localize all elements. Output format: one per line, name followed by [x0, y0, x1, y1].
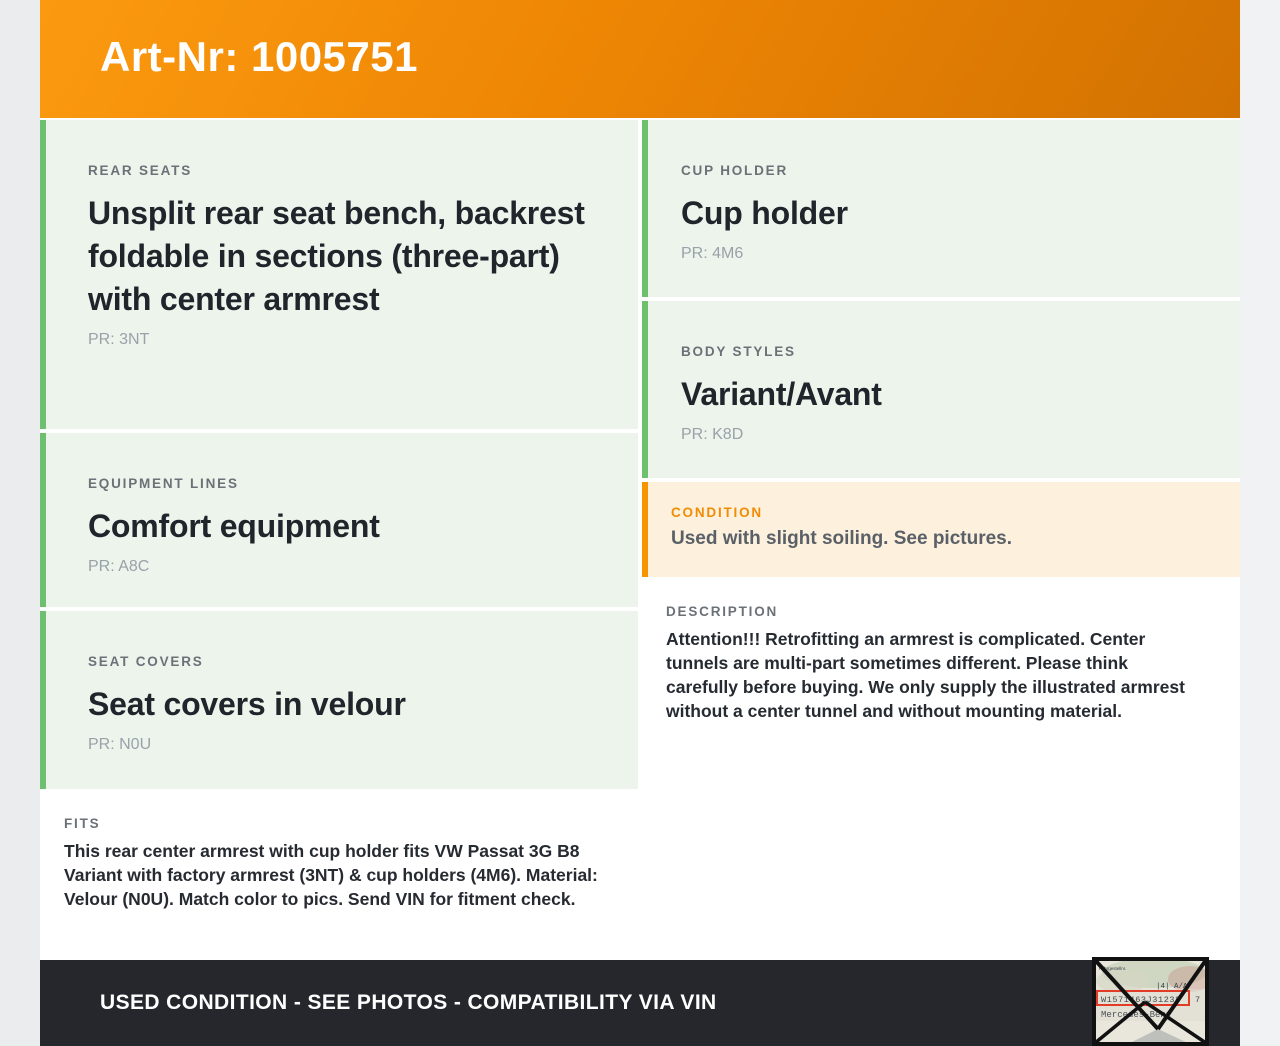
card-label: BODY STYLES	[681, 344, 796, 359]
article-number-title: Art-Nr: 1005751	[100, 33, 418, 80]
svg-text:Fahrgestellnr.: Fahrgestellnr.	[1099, 966, 1127, 971]
card-description	[642, 581, 1240, 958]
right-column	[642, 120, 1240, 958]
card-condition	[642, 482, 1240, 577]
card-title: Cup holder	[681, 195, 848, 231]
listing-sheet	[40, 0, 1240, 1046]
card-body-styles	[642, 301, 1240, 478]
header	[40, 0, 1240, 118]
footer-banner	[40, 960, 1240, 1046]
card-cup-holder	[642, 120, 1240, 297]
card-title: Comfort equipment	[88, 508, 380, 544]
left-column	[40, 120, 638, 958]
card-label: FITS	[64, 816, 101, 831]
footer-text: USED CONDITION - SEE PHOTOS - COMPATIBILITY VIA VIN	[100, 991, 717, 1014]
svg-text:7: 7	[1195, 995, 1201, 1005]
card-rear-seats	[40, 120, 638, 429]
svg-text:W1571463J31238: W1571463J31238	[1101, 995, 1181, 1005]
content-columns	[40, 120, 1240, 958]
svg-text:|4| A/A: |4| A/A	[1156, 983, 1188, 991]
card-seat-covers	[40, 611, 638, 789]
condition-text: Used with slight soiling. See pictures.	[671, 528, 1013, 549]
card-fits	[40, 793, 638, 958]
envelope-over-document-icon	[1092, 957, 1209, 1046]
svg-text:Mercedes-Benz: Mercedes-Benz	[1101, 1010, 1172, 1020]
card-label: REAR SEATS	[88, 163, 193, 178]
card-title: Unsplit rear seat bench, backrest foldable in sections (three-part) with center armrest	[88, 195, 585, 317]
fits-text: This rear center armrest with cup holder fits VW Passat 3G B8 Variant with factory armrest (3NT) & cup holders (4M6). Material: Velour (N0U). Match color to pics. Send VIN for fitment check.	[64, 841, 598, 909]
card-label: DESCRIPTION	[666, 604, 779, 619]
pr-code: PR: 4M6	[681, 245, 744, 262]
registration-document-thumbnail[interactable]	[1092, 957, 1209, 1046]
pr-code: PR: A8C	[88, 558, 150, 575]
card-title: Variant/Avant	[681, 376, 882, 412]
pr-code: PR: K8D	[681, 426, 744, 443]
description-text: Attention!!! Retrofitting an armrest is complicated. Center tunnels are multi-part sometimes different. Please think carefully before buying. We only supply the illustrated armrest without a center tunnel and without mounting material.	[666, 629, 1185, 721]
card-label: SEAT COVERS	[88, 654, 204, 669]
card-label: CONDITION	[671, 505, 763, 520]
card-title: Seat covers in velour	[88, 686, 406, 722]
pr-code: PR: 3NT	[88, 331, 150, 348]
card-equipment-lines	[40, 433, 638, 607]
card-label: CUP HOLDER	[681, 163, 789, 178]
card-label: EQUIPMENT LINES	[88, 476, 239, 491]
pr-code: PR: N0U	[88, 736, 152, 753]
